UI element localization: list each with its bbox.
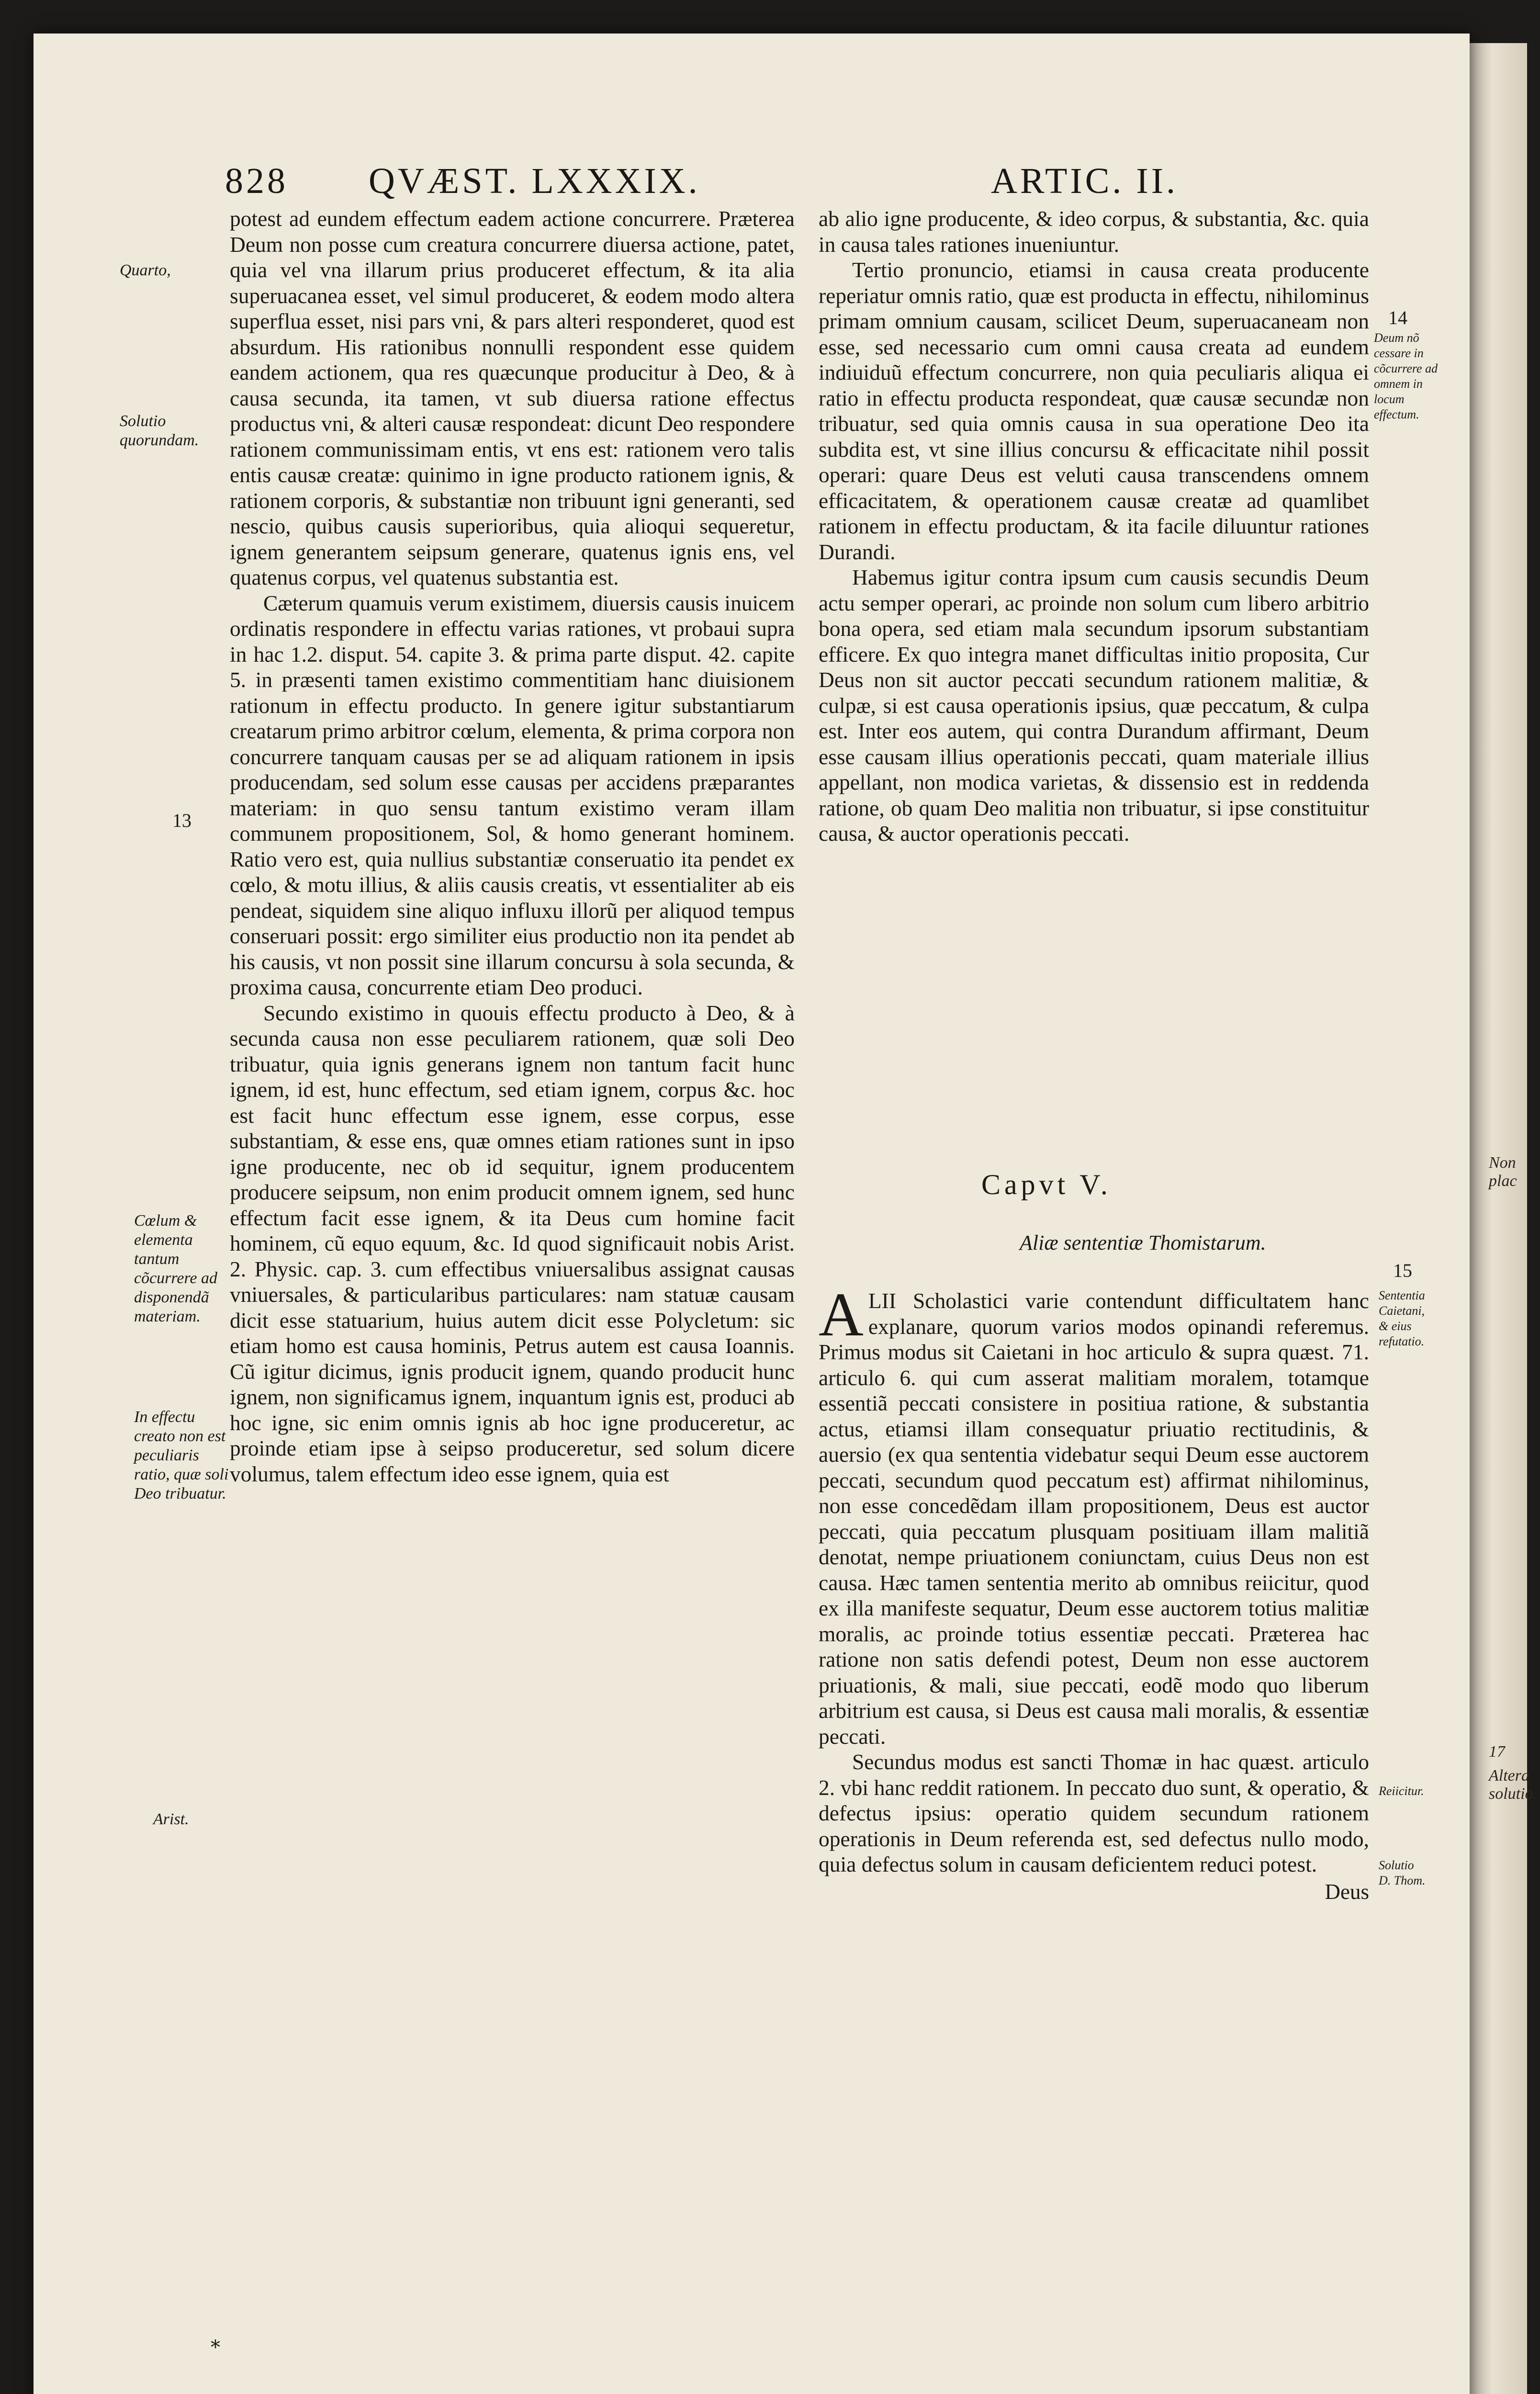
paragraph: potest ad eundem effectum eadem actione concurrere. Præterea Deum non posse cum creatura concurrere diuersa actione, patet, quia vel vna illarum prius produceret effectum, & ita alia superuacanea esset, vel simul produceret, & eodem modo altera superflua esset, nisi pars vni, & pars alteri responderet, quod est absurdum. His rationibus nonnulli respondent esse quidem eandem actionem, qua res quæcunque producitur à Deo, & à causa secunda, ita tamen, vt sub diuersa ratione effectus productus vni, & alteri causæ respondeat: dicunt Deo respondere rationem communissimam entis, vt ens est: rationem vero talis entis causæ creatæ: quinimo in igne producto rationem ignis, & rationem corporis, & substantiæ non tribuunt igni generanti, sed nescio, quibus causis superioribus, quia alioqui sequeretur, ignem generantem seipsum generare, quatenus ignis ens, vel quatenus corpus, vel quatenus substantia est. [230,206,795,589]
paragraph: Tertio pronuncio, etiamsi in causa creata producente reperiatur omnis ratio, quæ est producta in effectu, nihilominus primam omnium causam, scilicet Deum, superuacaneam non esse, sed necessario cum omni causa creata ad eundem indiuiduũ effectum concurrere, non quia peculiaris aliqua ei ratio in effectu producta respondeat, quæ causæ secundæ non tribuatur, sed quia omnis causa in sua operatione Deo ita subdita est, vt sine illius concursu & efficacitate nihil possit operari: quare Deus est veluti causa transcendens omnem efficacitatem, & operationem causæ creatæ ad quamlibet rationem in effectu productam, & ita facile diluuntur rationes Durandi. [819,258,1369,564]
margin-note-deum: Deum nõ cessare in cõcurrere ad omnem in locum effectum. [1374,331,1438,421]
printer-mark: * [211,2337,220,2359]
margin-note-in-effectu: In effectu creato non est peculiaris ratio, quæ soli Deo tribuatur. [134,1408,229,1502]
margin-number-15: 15 [1393,1260,1412,1281]
paragraph: Secundus modus est sancti Thomæ in hac quæst. articulo 2. vbi hanc reddit rationem. In peccato duo sunt, & operatio, & defectus ipsius: operatio quidem secundum rationem operationis in Deum referenda est, sed defectus nullo modo, quia defectus solum in causam deficientem reduci potest. [819,1750,1369,1876]
margin-note-reiicitur: Reiicitur. [1379,1784,1424,1798]
left-text-column [230,206,795,1487]
facing-page-margin-note: Altera solutio. [1489,1767,1538,1803]
margin-note-solutio-thom: Solutio D. Thom. [1379,1858,1426,1887]
paragraph: Secundo existimo in quouis effectu producto à Deo, & à secunda causa non esse peculiarem rationem, quæ soli Deo tribuatur, quia ignis generans ignem non tantum facit hunc ignem, id est, hunc effectum, sed etiam ignem, corpus &c. hoc est facit hunc effectum esse ignem, esse corpus, esse substantiam, & esse ens, quæ omnes etiam rationes sunt in ipso igne producente, nec ob id sequitur, ignem producentem producere seipsum, non enim producit omnem ignem, sed hunc effectum facit esse ignem, & ita Deus cum homine facit hominem, cũ equo equum, &c. Id quod significauit nobis Arist. 2. Physic. cap. 3. cum effectibus vniuersalibus assignat causas vniuersales, & particularibus particulares: nam statuæ causam dicit esse statuarium, huius autem dicit esse Polycletum: sic etiam homo est causa hominis, Petrus autem est causa Ioannis. Cũ igitur dicimus, ignis producit ignem, quando producit hunc ignem, non significamus ignem, inquantum ignis est, produci ab hoc igne, sic enim omnis ignis ab hoc igne produceretur, ac proinde etiam ipse à seipso produceretur, sed solum dicere volumus, talem effectum ideo esse ignem, quia est [230,1000,795,1486]
facing-page-fragment: Non plac [1489,1154,1517,1190]
page-number: 828 [225,161,288,201]
paragraph: Cæterum quamuis verum existimem, diuersis causis inuicem ordinatis respondere in effectu varias rationes, vt probaui supra in hac 1.2. disput. 54. capite 3. & prima parte disput. 42. capite 5. in præsenti tamen existimo commentitiam hanc diuisionem rationum in effectu producto. In genere igitur substantiarum creatarum primo arbitror cœlum, elementa, & prima corpora non concurrere tanquam causas per se ad aliquam rationem in ipsis producendam, sed solum esse causas per accidens præparantes materiam: in quo sensu tantum existimo veram illam communem propositionem, Sol, & homo generant hominem. Ratio vero est, quia nullius substantiæ conseruatio ita pendet ex cœlo, & motu illius, & aliis causis creatis, vt essentialiter ab eis pendeat, siquidem sine aliquo influxu illorũ per aliquod tempus conseruari possit: ergo similiter eius productio non ita pendet ab his causis, vt non possit sine illarum concursu à sola secunda, & proxima causa, concurrente etiam Deo produci. [230,590,795,999]
paragraph-text: LII Scholastici varie contendunt difficultatem hanc explanare, quorum varios modos opinandi referemus. Primus modus sit Caietani in hoc articulo & supra quæst. 71. articulo 6. qui cum asserat malitiam moralem, totamque essentiã peccati consistere in positiua ratione, & substantia actus, etiamsi illam consequatur priuatio rectitudinis, & auersio (ex qua sententia videbatur sequi Deum esse auctorem peccati, secundum quod peccatum est) affirmat nihilominus, non esse concedẽdam illam propositionem, Deus est auctor peccati, quia peccatum plusquam positiuam illam malitiã denotat, nempe priuationem coniunctam, cuius Deus non est causa. Hæc tamen sententia merito ab omnibus reiicitur, quod ex illa manifeste sequatur, Deum esse auctorem totius malitiæ moralis, ac proinde totius essentiæ peccati. Præterea hac ratione non satis defendi potest, Deum non esse auctorem priuationis, & mali, siue peccati, eodẽ modo quo liberum arbitrium est causa, si Deus est causa mali moralis, & essentiæ peccati. [819,1288,1369,1749]
margin-number-14: 14 [1388,307,1407,328]
paragraph: Habemus igitur contra ipsum cum causis secundis Deum actu semper operari, ac proinde non solum cum libero arbitrio bona opera, sed etiam mala secundum ipsorum substantiam efficere. Ex quo integra manet difficultas initio proposita, Cur Deus non sit auctor peccati secundum rationem malitiæ, & culpæ, si est causa operationis ipsius, quæ peccatum, & culpa est. Inter eos autem, qui contra Durandum affirmant, Deum esse causam illius operationis peccati, quam materiale illius appellant, non modica varietas, & dissensio est in reddenda ratione, ob quam Deo malitia non tribuatur, si ipse constituitur causa, & auctor operationis peccati. [819,565,1369,846]
drop-capital: A [819,1280,864,1349]
margin-note-solutio: Solutio quorundam. [120,412,199,449]
chapter-subheading: Aliæ sententiæ Thomistarum. [1020,1231,1266,1254]
margin-note-sententia: Sententia Caietani, & eius refutatio. [1379,1288,1425,1348]
margin-note-quarto: Quarto, [120,261,171,279]
margin-number-13: 13 [172,810,191,831]
paragraph [819,1280,1369,1749]
chapter-heading: Capvt V. [981,1169,1112,1200]
quaestio-heading: QVÆST. LXXXIX. [369,161,700,201]
margin-note-caelum: Cœlum & elementa tantum cõcurrere ad disponendã materiam. [134,1212,218,1325]
catchword: Deus [1325,1880,1369,1904]
facing-page-edge [1470,43,1527,2394]
running-header [225,160,1403,199]
facing-page-number: 17 [1489,1743,1505,1761]
right-text-column-bottom [819,1280,1369,1904]
margin-note-arist: Arist. [153,1810,189,1828]
right-text-column-top [819,206,1369,847]
paragraph: ab alio igne producente, & ideo corpus, & substantia, &c. quia in causa tales rationes inueniuntur. [819,206,1369,257]
articulus-heading: ARTIC. II. [991,161,1179,201]
